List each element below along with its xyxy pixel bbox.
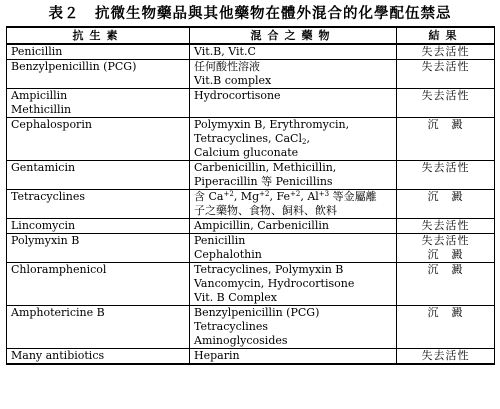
table-row	[7, 60, 495, 89]
mixed-drugs-cell-line: Ampicillin, Carbenicillin	[194, 219, 329, 232]
result-cell	[397, 219, 495, 234]
mixed-drugs-cell	[190, 349, 397, 365]
mixed-drugs-cell	[190, 190, 397, 219]
mixed-drugs-cell	[190, 306, 397, 349]
antibiotic-cell	[7, 306, 190, 349]
mixed-drugs-cell-line: Tetracyclines	[194, 320, 269, 333]
mixed-drugs-cell	[190, 44, 397, 60]
antibiotic-cell	[7, 190, 190, 219]
mixed-drugs-cell-line: Aminoglycosides	[194, 334, 288, 347]
mixed-drugs-cell-line: Calcium gluconate	[194, 146, 299, 159]
antibiotic-cell-line: Polymyxin B	[11, 234, 80, 247]
table-row	[7, 234, 495, 263]
mixed-drugs-cell	[190, 60, 397, 89]
table-body	[7, 44, 495, 364]
result-cell	[397, 306, 495, 349]
mixed-drugs-cell	[190, 219, 397, 234]
mixed-drugs-cell	[190, 234, 397, 263]
antibiotic-cell-line: Chloramphenicol	[11, 263, 107, 276]
mixed-drugs-cell-line: Tetracyclines, Polymyxin B	[194, 263, 344, 276]
header-row	[7, 27, 495, 44]
mixed-drugs-cell-line: 子之藥物、食物、飼料、飲料	[194, 204, 337, 217]
mixed-drugs-cell	[190, 118, 397, 161]
result-cell	[397, 263, 495, 306]
result-cell-line: 失去活性	[421, 219, 470, 232]
mixed-drugs-cell-line: Vit. B Complex	[194, 291, 278, 304]
mixed-drugs-cell-line: 任何酸性溶液	[194, 60, 260, 73]
antibiotic-cell-line: Penicillin	[11, 45, 63, 58]
result-cell-line: 沉 澱	[427, 263, 464, 276]
table-title: 表２ 抗微生物藥品與其他藥物在體外混合的化學配伍禁忌	[48, 5, 452, 22]
result-cell	[397, 60, 495, 89]
incompatibility-table	[6, 26, 495, 365]
mixed-drugs-cell-line: Piperacillin 等 Penicillins	[194, 175, 333, 188]
result-cell	[397, 349, 495, 365]
mixed-drugs-cell-line: Hydrocortisone	[194, 89, 281, 102]
result-cell	[397, 89, 495, 118]
table-row	[7, 190, 495, 219]
table-row	[7, 263, 495, 306]
antibiotic-cell-line: Many antibiotics	[11, 349, 105, 362]
mixed-drugs-cell-line: Vit.B complex	[194, 74, 272, 87]
table-row	[7, 219, 495, 234]
result-cell-line: 沉 澱	[427, 306, 464, 319]
antibiotic-cell-line: Methicillin	[11, 103, 72, 116]
antibiotic-cell	[7, 234, 190, 263]
antibiotic-cell	[7, 219, 190, 234]
result-cell-line: 失去活性	[421, 89, 470, 102]
table-row	[7, 118, 495, 161]
result-cell-line: 失去活性	[421, 60, 470, 73]
header-result: 結果	[397, 27, 495, 44]
mixed-drugs-cell	[190, 89, 397, 118]
antibiotic-cell-line: Tetracyclines	[11, 190, 86, 203]
mixed-drugs-cell-line: Benzylpenicillin (PCG)	[194, 306, 320, 319]
header-antibiotic: 抗生素	[7, 27, 190, 44]
result-cell-line: 失去活性	[421, 234, 470, 247]
result-cell-line: 失去活性	[421, 45, 470, 58]
antibiotic-cell-line: Benzylpenicillin (PCG)	[11, 60, 137, 73]
antibiotic-cell-line: Amphotericine B	[11, 306, 105, 319]
result-cell-line: 失去活性	[421, 349, 470, 362]
result-cell	[397, 161, 495, 190]
mixed-drugs-cell-line: Penicillin	[194, 234, 246, 247]
mixed-drugs-cell-line: Polymyxin B, Erythromycin,	[194, 118, 350, 131]
table-row	[7, 349, 495, 365]
antibiotic-cell	[7, 44, 190, 60]
result-cell	[397, 234, 495, 263]
antibiotic-cell-line: Gentamicin	[11, 161, 76, 174]
mixed-drugs-cell-line: Vancomycin, Hydrocortisone	[194, 277, 355, 290]
mixed-drugs-cell-line: Vit.B, Vit.C	[194, 45, 256, 58]
result-cell-line: 沉 澱	[427, 248, 464, 261]
result-cell-line: 失去活性	[421, 161, 470, 174]
result-cell	[397, 190, 495, 219]
antibiotic-cell	[7, 349, 190, 365]
antibiotic-cell	[7, 60, 190, 89]
mixed-drugs-cell	[190, 161, 397, 190]
table-row	[7, 89, 495, 118]
antibiotic-cell	[7, 161, 190, 190]
table-row	[7, 161, 495, 190]
antibiotic-cell-line: Cephalosporin	[11, 118, 92, 131]
result-cell-line: 沉 澱	[427, 190, 464, 203]
antibiotic-cell	[7, 263, 190, 306]
result-cell-line: 沉 澱	[427, 118, 464, 131]
antibiotic-cell	[7, 118, 190, 161]
mixed-drugs-cell-line: Tetracyclines, CaCl$_2$,	[194, 132, 310, 146]
mixed-drugs-cell-line: Cephalothin	[194, 248, 262, 261]
antibiotic-cell-line: Ampicillin	[11, 89, 68, 102]
antibiotic-cell	[7, 89, 190, 118]
mixed-drugs-cell-line: Heparin	[194, 349, 240, 362]
table-row	[7, 306, 495, 349]
result-cell	[397, 44, 495, 60]
result-cell	[397, 118, 495, 161]
antibiotic-cell-line: Lincomycin	[11, 219, 76, 232]
mixed-drugs-cell-line: Carbenicillin, Methicillin,	[194, 161, 337, 174]
mixed-drugs-cell-line: 含 $Ca^{+2}$, $Mg^{+2}$, $Fe^{+2}$, $Al^{+3}$ 等金屬離	[194, 190, 377, 203]
mixed-drugs-cell	[190, 263, 397, 306]
table-row	[7, 44, 495, 60]
header-mixed-drugs: 混合之藥物	[190, 27, 397, 44]
